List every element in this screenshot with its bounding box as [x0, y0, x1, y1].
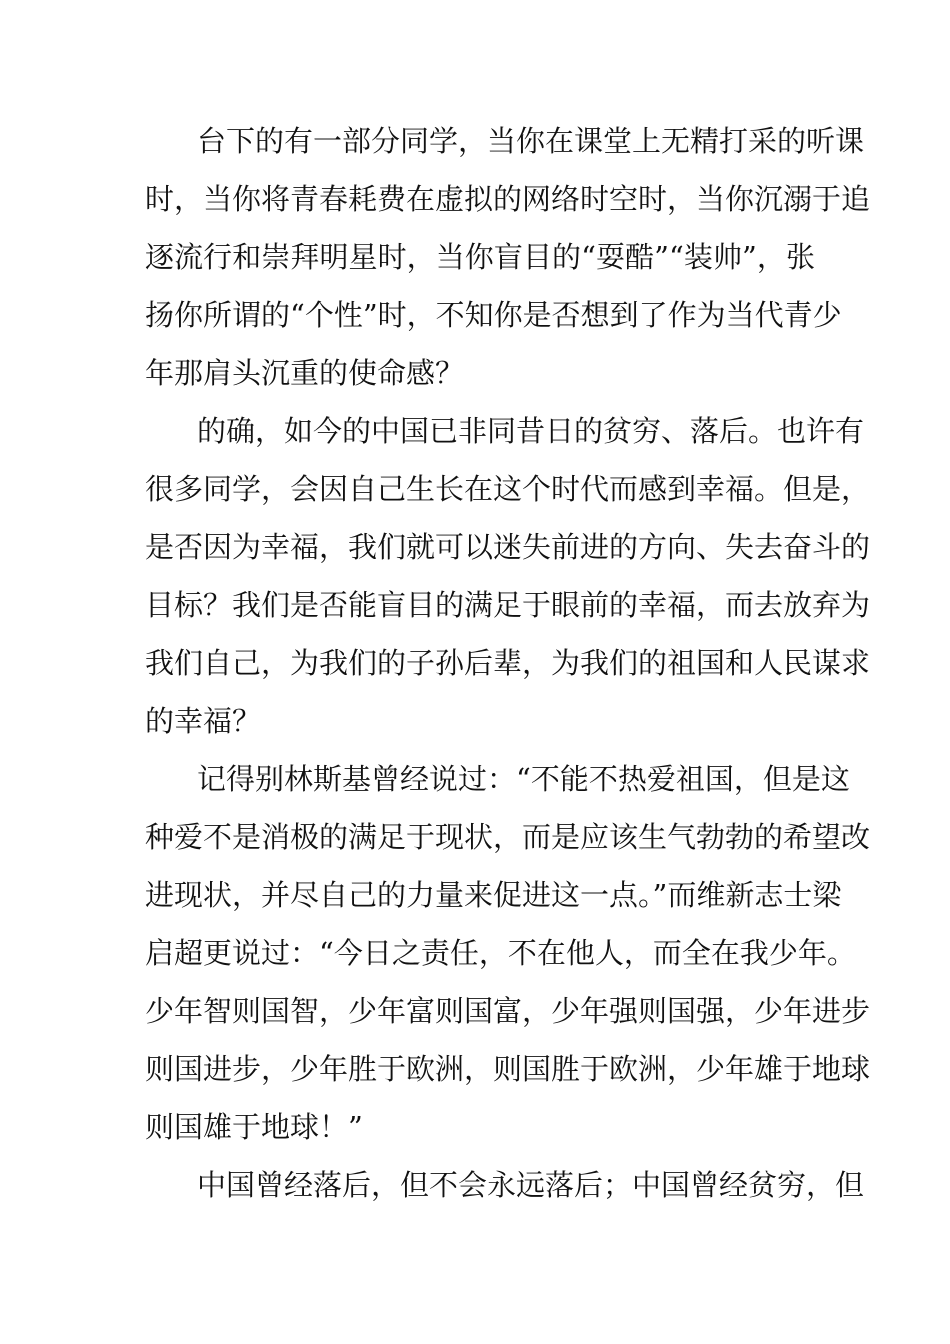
text-line: 则国雄于地球！” [145, 1110, 363, 1144]
text-line: 目标？我们是否能盲目的满足于眼前的幸福，而去放弃为 [145, 588, 871, 622]
text-line: 的幸福？ [145, 704, 262, 738]
text-line: 中国曾经落后，但不会永远落后；中国曾经贫穷，但 [197, 1168, 865, 1202]
text-line: 很多同学，会因自己生长在这个时代而感到幸福。但是， [145, 472, 871, 506]
paragraph-3 [145, 750, 871, 1156]
text-line: 扬你所谓的“个性”时，不知你是否想到了作为当代青少 [145, 298, 842, 332]
paragraph-4 [145, 1156, 865, 1214]
body-text [145, 112, 871, 1214]
text-line: 逐流行和崇拜明星时，当你盲目的“耍酷”“装帅”，张 [145, 240, 815, 274]
text-line: 台下的有一部分同学，当你在课堂上无精打采的听课 [197, 124, 865, 158]
text-line: 是否因为幸福，我们就可以迷失前进的方向、失去奋斗的 [145, 530, 871, 564]
text-line: 进现状，并尽自己的力量来促进这一点。”而维新志士梁 [145, 878, 842, 912]
text-line: 少年智则国智，少年富则国富，少年强则国强，少年进步 [145, 994, 871, 1028]
text-line: 则国进步，少年胜于欧洲，则国胜于欧洲，少年雄于地球 [145, 1052, 871, 1086]
text-line: 时，当你将青春耗费在虚拟的网络时空时，当你沉溺于追 [145, 182, 871, 216]
text-line: 的确，如今的中国已非同昔日的贫穷、落后。也许有 [197, 414, 865, 448]
text-line: 年那肩头沉重的使命感？ [145, 356, 465, 390]
text-line: 我们自己，为我们的子孙后辈，为我们的祖国和人民谋求 [145, 646, 871, 680]
text-line: 启超更说过：“今日之责任，不在他人，而全在我少年。 [145, 936, 856, 970]
text-line: 种爱不是消极的满足于现状，而是应该生气勃勃的希望改 [145, 820, 871, 854]
paragraph-2 [145, 402, 871, 750]
paragraph-1 [145, 112, 871, 402]
text-line: 记得别林斯基曾经说过：“不能不热爱祖国，但是这 [197, 762, 850, 796]
